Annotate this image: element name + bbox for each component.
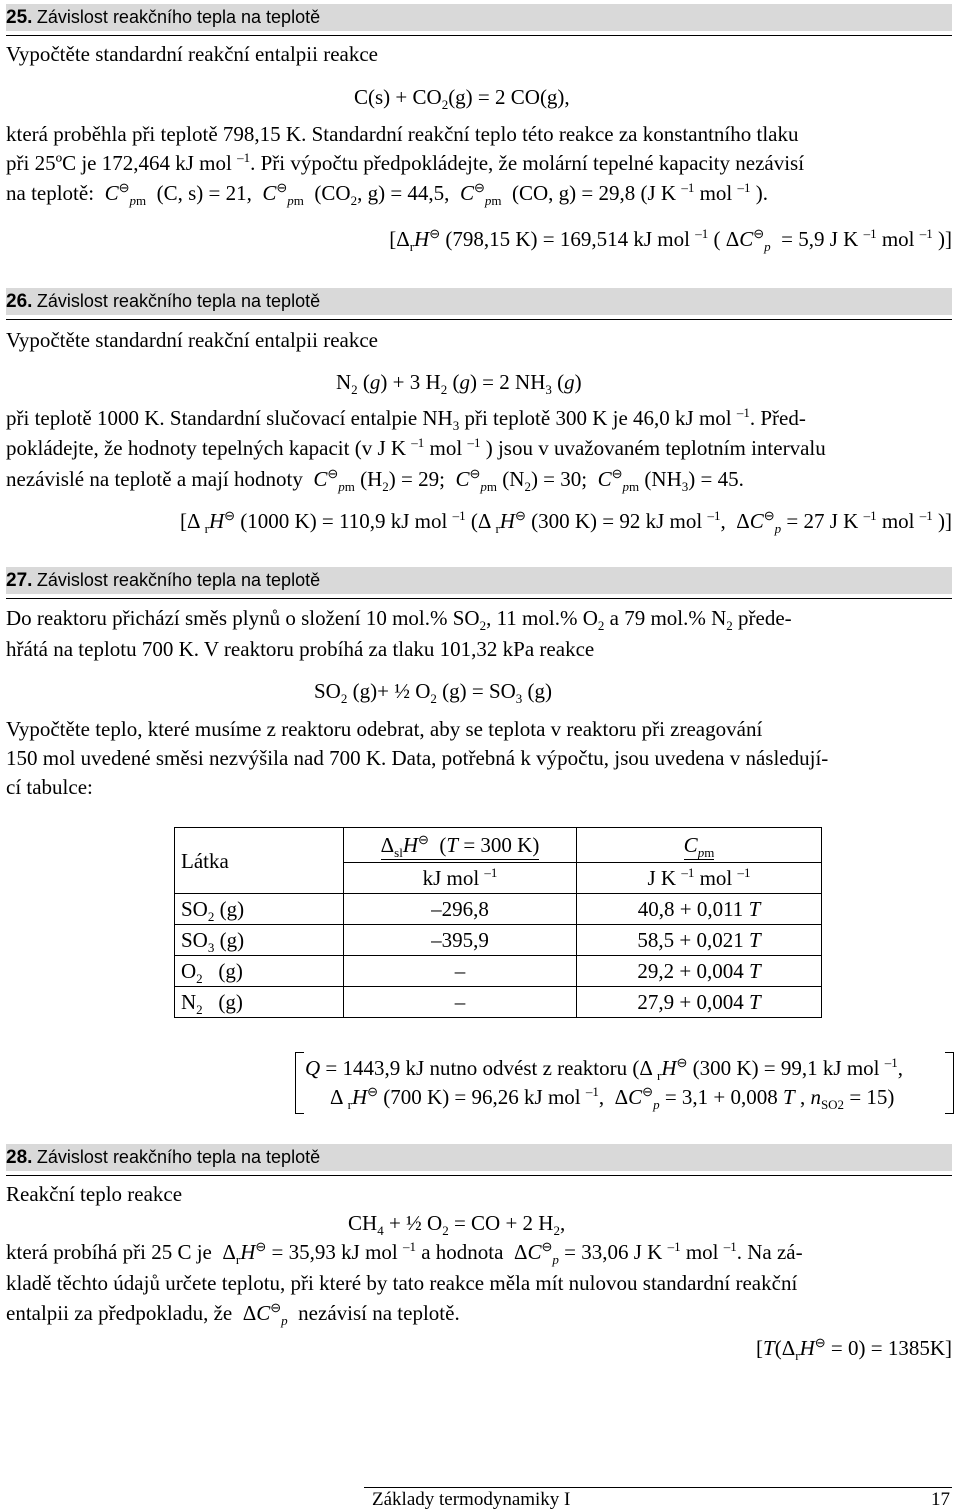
answer: [$\Delta_rH^⊖$ (798,15 K) = 169,514 kJ mol $^{-1}$ ( $\Delta C^⊖_p = 5,9$ J K $^{-1}$ mol $^{-1}$ )] — [389, 226, 952, 255]
answer: [Δ $_r$H⊖ (1000 K) = 110,9 kJ mol $^{-1}$ (Δ $_r$H⊖ (300 K) = 92 kJ mol $^{-1}$, $\Delta C^⊖_p = 27$ J K $^{-1}$ mol $^{-1}$ )] — [180, 508, 952, 537]
reaction-equation: $SO_2$ (g)+ ½ $O_2$ $(g) = SO_3$ (g) — [314, 679, 553, 707]
divider — [6, 35, 952, 36]
problem-number: 26. — [6, 291, 33, 312]
problem-26-header — [6, 288, 952, 315]
body-line: entalpii za předpokladu, že $\Delta C^⊖_p$ nezávisí na teplotě. — [6, 1300, 460, 1329]
table-row — [175, 987, 822, 1018]
answer: $[T(\Delta_rH^⊖ = 0) = 1385K]$ — [756, 1335, 952, 1364]
footer-rule — [364, 1487, 952, 1488]
table-cell: 27,9 + 0,004 T — [577, 987, 822, 1018]
answer-bracket-right — [945, 1052, 954, 1114]
table-header-cell: $\Delta_{sl}H^⊖$ (T = 300 K) — [344, 828, 577, 863]
problem-number: 27. — [6, 570, 33, 591]
table-row — [175, 956, 822, 987]
reaction-equation: $N_2$ (g) + 3 $H_2$ (g) = 2 $NH_3$ (g) — [336, 370, 582, 398]
task-text: Vypočtěte standardní reakční entalpii reakce — [6, 42, 378, 66]
table-header-cell: $C_{pm}$ — [577, 828, 822, 863]
answer: Q = 1443,9 kJ nutno odvést z reaktoru (Δ $_r$H⊖ (300 K) = 99,1 kJ mol $^{-1}$, — [305, 1055, 903, 1084]
table-cell: –296,8 — [344, 894, 577, 925]
problem-27-header — [6, 567, 952, 594]
problem-heading: Závislost reakčního tepla na teplotě — [36, 1147, 321, 1167]
body-line: na teplotě: $C^⊖_{pm}$ (C, s) = 21, $C^⊖_{pm}$ ($CO_2$, g) = 44,5, $C^⊖_{pm}$ (CO, g) = 29,8 (J K $^{-1}$ mol $^{-1}$ ). — [6, 180, 768, 209]
table-cell: – — [344, 956, 577, 987]
table-cell: $N_2$ (g) — [175, 987, 344, 1018]
table-row — [175, 925, 822, 956]
problem-number: 25. — [6, 7, 33, 28]
reaction-equation: $CH_4$ + ½ $O_2$ = CO + 2 $H_2$, — [348, 1211, 566, 1239]
task-text: Vypočtěte standardní reakční entalpii reakce — [6, 328, 378, 352]
table-header-cell: Látka — [175, 828, 344, 894]
table-cell: 58,5 + 0,021 T — [577, 925, 822, 956]
answer-bracket-left — [295, 1052, 304, 1114]
body-line: Vypočtěte teplo, které musíme z reaktoru odebrat, aby se teplota v reaktoru při zreagování — [6, 717, 763, 741]
data-table — [174, 827, 822, 1018]
table-cell: $SO_3$ (g) — [175, 925, 344, 956]
problem-heading: Závislost reakčního tepla na teplotě — [36, 570, 321, 590]
table-cell: $O_2$ (g) — [175, 956, 344, 987]
body-line: kladě těchto údajů určete teplotu, při které by tato reakce měla mít nulovou standardní reakční — [6, 1271, 798, 1295]
table-cell: 40,8 + 0,011 T — [577, 894, 822, 925]
table-cell: $SO_2$ (g) — [175, 894, 344, 925]
table-header-row — [175, 828, 822, 863]
body-line: při 25ºC je 172,464 kJ mol $^{-1}$. Při výpočtu předpokládejte, že molární tepelné kapacity nezávisí — [6, 150, 805, 175]
body-line: Do reaktoru přichází směs plynů o složení 10 mol.% $SO_2$, 11 mol.% $O_2$ a 79 mol.% $N_2$ přede- — [6, 606, 792, 634]
problem-25-header — [6, 4, 952, 31]
divider — [6, 1175, 952, 1176]
problem-number: 28. — [6, 1147, 33, 1168]
table-row — [175, 894, 822, 925]
reaction-equation: $C(s) + CO_2(g) = 2$ CO(g), — [354, 85, 570, 113]
body-line: která proběhla při teplotě 798,15 K. Standardní reakční teplo této reakce za konstantního tlaku — [6, 122, 799, 146]
table-cell: – — [344, 987, 577, 1018]
table-cell: 29,2 + 0,004 T — [577, 956, 822, 987]
task-text: Reakční teplo reakce — [6, 1182, 183, 1206]
divider — [6, 319, 952, 320]
page-number: 17 — [931, 1489, 950, 1510]
body-line: pokládejte, že hodnoty tepelných kapacit (v J K $^{-1}$ mol $^{-1}$ ) jsou v uvažovaném teplotním intervalu — [6, 435, 826, 460]
body-line: při teplotě 1000 K. Standardní slučovací entalpie $NH_3$ při teplotě 300 K je 46,0 kJ mol $^{-1}$. Před- — [6, 405, 806, 434]
problem-heading: Závislost reakčního tepla na teplotě — [36, 291, 321, 311]
body-line: hřátá na teplotu 700 K. V reaktoru probíhá za tlaku 101,32 kPa reakce — [6, 637, 595, 661]
table-cell: –395,9 — [344, 925, 577, 956]
body-line: nezávislé na teplotě a mají hodnoty $C^⊖_{pm}$ $(H_2) = 29$; $C^⊖_{pm}$ $(N_2) = 30$; $C^⊖_{pm}$ $(NH_3) = 45$. — [6, 466, 744, 495]
body-line: cí tabulce: — [6, 775, 93, 799]
problem-heading: Závislost reakčního tepla na teplotě — [36, 7, 321, 27]
answer: Δ $_r$H⊖ (700 K) = 96,26 kJ mol $^{-1}$, $\Delta C^⊖_p = 3,1 + 0,008$ T , $n_{SO2} = 15$) — [330, 1084, 895, 1113]
divider — [6, 598, 952, 599]
body-line: která probíhá při 25 C je $\Delta_rH^⊖ = 35,93$ kJ mol $^{-1}$ a hodnota $\Delta C^⊖_p = 33,06$ J K $^{-1}$ mol $^{-1}$. Na zá- — [6, 1239, 803, 1268]
footer-title: Základy termodynamiky I — [372, 1489, 571, 1510]
problem-28-header — [6, 1144, 952, 1171]
body-line: 150 mol uvedené směsi nezvýšila nad 700 K. Data, potřebná k výpočtu, jsou uvedena v následují- — [6, 746, 829, 770]
table-unit-cell: kJ mol $^{-1}$ — [344, 863, 577, 894]
table-unit-cell: J K $^{-1}$ mol $^{-1}$ — [577, 863, 822, 894]
